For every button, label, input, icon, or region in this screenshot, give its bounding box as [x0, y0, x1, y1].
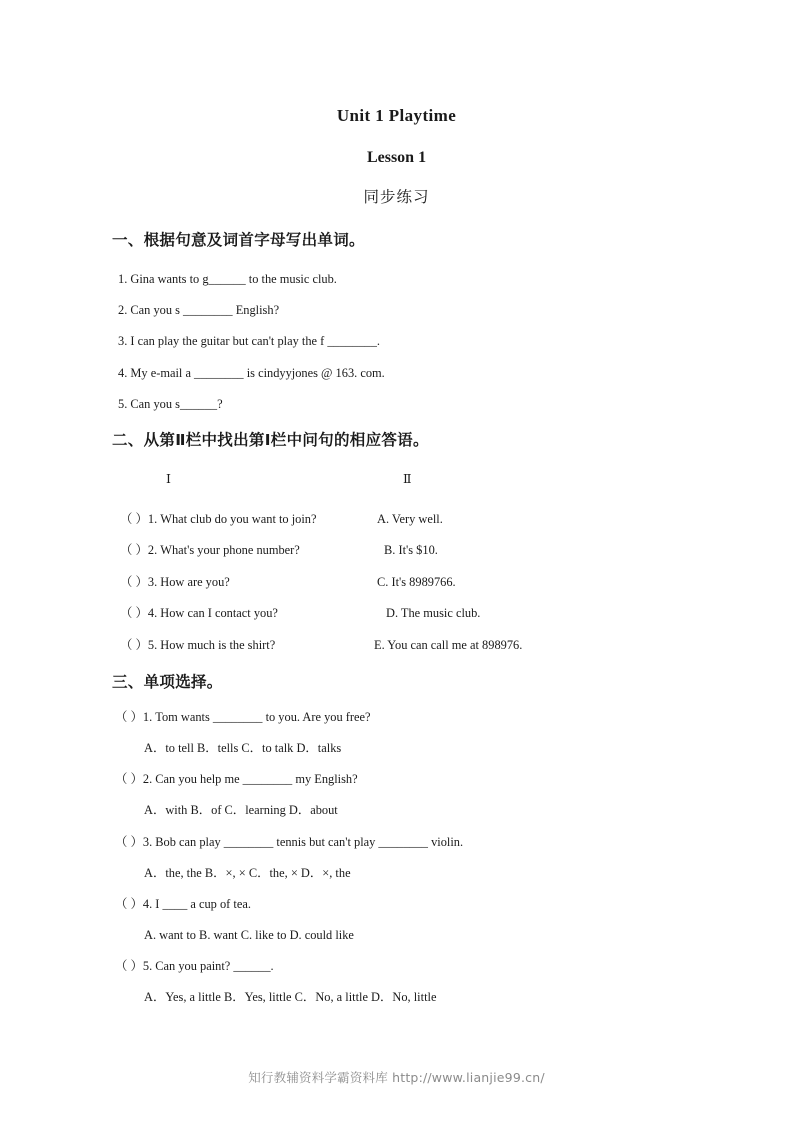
matching-column-header-right: Ⅱ: [403, 472, 412, 486]
page-subtitle: Lesson 1: [366, 149, 427, 166]
choice-question-4-stem: （ ）4. I ____ a cup of tea.: [115, 897, 251, 911]
matching-left-item-4: （ ）4. How can I contact you?: [120, 606, 278, 620]
page-title: Unit 1 Playtime: [336, 106, 457, 125]
section-3-heading: 三、单项选择。: [112, 673, 223, 691]
section-1-item-5: 5. Can you s______?: [118, 397, 223, 411]
matching-right-item-d: D. The music club.: [386, 606, 481, 620]
choice-question-2-options: A．with B．of C．learning D．about: [144, 803, 338, 817]
section-1-item-4: 4. My e-mail a ________ is cindyyjones @ 163. com.: [118, 366, 385, 380]
matching-right-item-a: A. Very well.: [377, 512, 443, 526]
matching-left-item-1: （ ）1. What club do you want to join?: [120, 512, 317, 526]
matching-right-item-b: B. It's $10.: [384, 543, 438, 557]
section-1-item-1: 1. Gina wants to g______ to the music club.: [118, 272, 337, 286]
matching-right-item-e: E. You can call me at 898976.: [374, 638, 523, 652]
section-1-item-3: 3. I can play the guitar but can't play the f ________.: [118, 334, 381, 348]
matching-left-item-3: （ ）3. How are you?: [120, 575, 230, 589]
section-1-heading: 一、根据句意及词首字母写出单词。: [112, 231, 365, 249]
choice-question-5-stem: （ ）5. Can you paint? ______.: [115, 959, 274, 973]
section-1-item-2: 2. Can you s ________ English?: [118, 303, 280, 317]
section-2-heading: 二、从第Ⅱ栏中找出第Ⅰ栏中问句的相应答语。: [112, 431, 429, 449]
choice-question-1-options: A．to tell B．tells C．to talk D．talks: [144, 741, 342, 755]
matching-right-item-c: C. It's 8989766.: [377, 575, 456, 589]
title-block: [0, 103, 793, 208]
choice-question-2-stem: （ ）2. Can you help me ________ my English?: [115, 772, 358, 786]
choice-question-5-options: A．Yes, a little B．Yes, little C．No, a little D．No, little: [144, 990, 437, 1004]
choice-question-3-stem: （ ）3. Bob can play ________ tennis but can't play ________ violin.: [115, 835, 464, 849]
matching-left-item-5: （ ）5. How much is the shirt?: [120, 638, 276, 652]
matching-left-item-2: （ ）2. What's your phone number?: [120, 543, 300, 557]
choice-question-4-options: A. want to B. want C. like to D. could like: [144, 928, 354, 942]
matching-column-header-left: Ⅰ: [166, 472, 171, 486]
choice-question-3-options: A．the, the B．×, × C．the, × D．×, the: [144, 866, 351, 880]
page-chinese-title: 同步练习: [363, 188, 430, 206]
footer-watermark: 知行教辅资料学霸资料库 http://www.lianjie99.cn/: [248, 1070, 545, 1085]
choice-question-1-stem: （ ）1. Tom wants ________ to you. Are you free?: [115, 710, 371, 724]
